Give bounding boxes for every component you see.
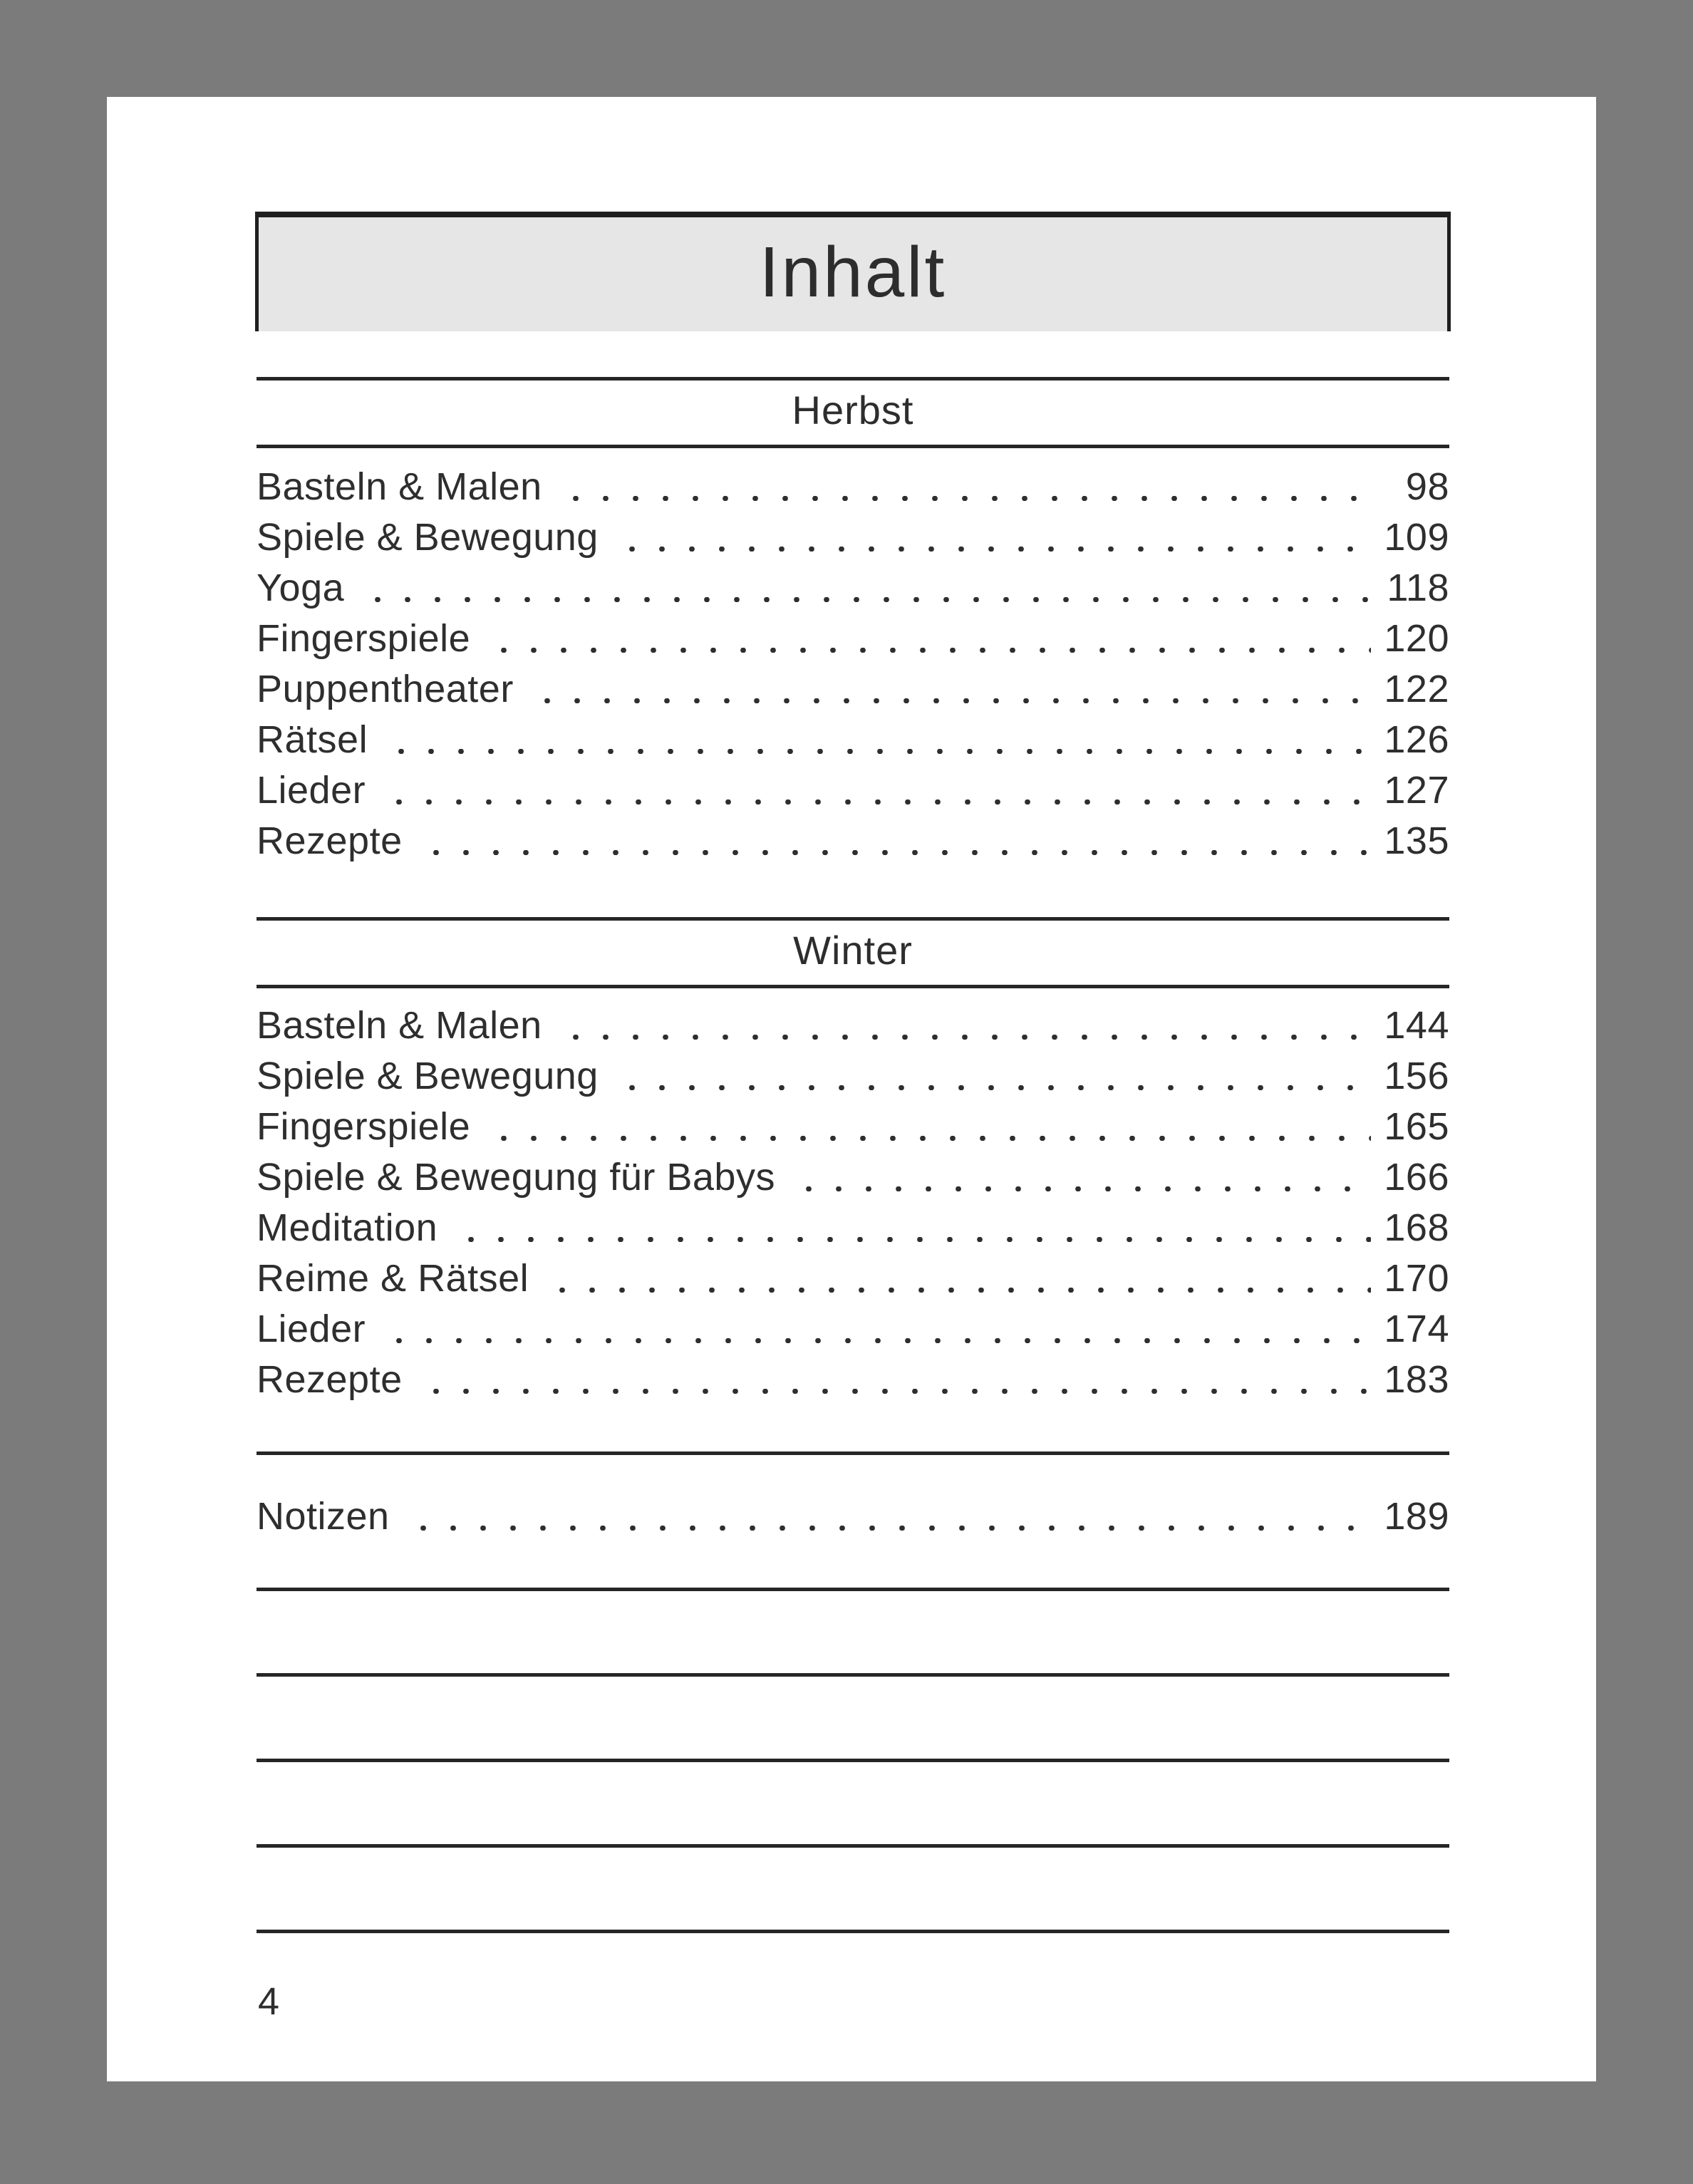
toc-entry xyxy=(257,1102,1449,1152)
toc-entry-page: 118 xyxy=(1387,566,1449,609)
toc-entry-notizen xyxy=(257,1491,1449,1542)
toc-entry-page: 126 xyxy=(1384,718,1449,761)
toc-entry-label: Reime & Rätsel xyxy=(257,1257,529,1300)
toc-entry-label: Rezepte xyxy=(257,1358,403,1401)
toc-entry-page: 127 xyxy=(1384,769,1449,812)
dot-leader xyxy=(384,1304,1371,1355)
toc-entry-label: Lieder xyxy=(257,769,366,812)
dot-leader xyxy=(794,1152,1371,1203)
toc-entry-label: Puppentheater xyxy=(257,668,514,710)
title-box xyxy=(255,212,1451,331)
notizen-rule-top xyxy=(257,1451,1449,1455)
ruled-line xyxy=(257,1673,1449,1677)
toc-entry-label: Meditation xyxy=(257,1206,438,1249)
toc-entry xyxy=(257,715,1449,765)
section-rule-bottom xyxy=(257,985,1449,988)
toc-entry-page: 183 xyxy=(1384,1358,1449,1401)
page-number: 4 xyxy=(258,1980,280,2023)
toc-entry-label: Fingerspiele xyxy=(257,1105,471,1148)
toc-entry-label: Rezepte xyxy=(257,819,403,862)
toc-entry-label: Basteln & Malen xyxy=(257,1004,542,1047)
toc-entry-label: Lieder xyxy=(257,1308,366,1350)
toc-entry xyxy=(257,614,1449,664)
toc-entry-page: 165 xyxy=(1384,1105,1449,1148)
dot-leader xyxy=(561,1000,1371,1051)
toc-entry-page: 170 xyxy=(1384,1257,1449,1300)
toc-entry xyxy=(257,563,1449,614)
ruled-line xyxy=(257,1588,1449,1591)
toc-entry xyxy=(257,664,1449,715)
toc-entry xyxy=(257,1253,1449,1304)
section-rule-bottom xyxy=(257,445,1449,448)
toc-entry-page: 174 xyxy=(1384,1308,1449,1350)
dot-leader xyxy=(532,664,1371,715)
dot-leader xyxy=(617,1051,1371,1102)
toc-entry-page: 168 xyxy=(1384,1206,1449,1249)
ruled-line xyxy=(257,1759,1449,1762)
toc-entry xyxy=(257,816,1449,866)
toc-entry xyxy=(257,1000,1449,1051)
toc-entry xyxy=(257,1152,1449,1203)
dot-leader xyxy=(421,1355,1371,1405)
toc-entry-label: Fingerspiele xyxy=(257,617,471,660)
ruled-line xyxy=(257,1844,1449,1848)
toc-entry-label: Notizen xyxy=(257,1495,390,1538)
book-page xyxy=(107,97,1596,2081)
dot-leader xyxy=(489,1102,1371,1152)
toc-entry xyxy=(257,462,1449,512)
dot-leader xyxy=(386,715,1371,765)
toc-entry-label: Spiele & Bewegung xyxy=(257,516,599,559)
toc-entry xyxy=(257,1203,1449,1253)
dot-leader xyxy=(561,462,1371,512)
toc-entry-label: Yoga xyxy=(257,566,345,609)
toc-entry-label: Rätsel xyxy=(257,718,368,761)
toc-entry-page: 120 xyxy=(1384,617,1449,660)
toc-entry xyxy=(257,1051,1449,1102)
toc-entry-page: 109 xyxy=(1384,516,1449,559)
dot-leader xyxy=(363,563,1371,614)
section-heading-herbst: Herbst xyxy=(792,388,914,433)
ruled-line xyxy=(257,1930,1449,1933)
dot-leader xyxy=(421,816,1371,866)
dot-leader xyxy=(617,512,1371,563)
toc-entry-label: Basteln & Malen xyxy=(257,465,542,508)
section-heading-winter: Winter xyxy=(793,928,913,973)
toc-entry-page: 166 xyxy=(1384,1156,1449,1199)
toc-entry-page: 144 xyxy=(1384,1004,1449,1047)
toc-list-winter xyxy=(257,1000,1449,1405)
toc-entry-page: 98 xyxy=(1405,465,1449,508)
dot-leader xyxy=(384,765,1371,816)
toc-entry xyxy=(257,1304,1449,1355)
dot-leader xyxy=(489,614,1371,664)
toc-entry-page: 122 xyxy=(1384,668,1449,710)
dot-leader xyxy=(408,1491,1371,1542)
toc-content xyxy=(257,97,1449,2081)
toc-entry xyxy=(257,512,1449,563)
toc-entry xyxy=(257,765,1449,816)
toc-list-herbst xyxy=(257,462,1449,866)
toc-entry-page: 189 xyxy=(1384,1495,1449,1538)
dot-leader xyxy=(547,1253,1371,1304)
toc-entry-label: Spiele & Bewegung xyxy=(257,1055,599,1097)
toc-entry-page: 156 xyxy=(1384,1055,1449,1097)
toc-entry-page: 135 xyxy=(1384,819,1449,862)
page-title: Inhalt xyxy=(759,232,947,312)
toc-entry-label: Spiele & Bewegung für Babys xyxy=(257,1156,775,1199)
toc-entry xyxy=(257,1355,1449,1405)
dot-leader xyxy=(456,1203,1371,1253)
